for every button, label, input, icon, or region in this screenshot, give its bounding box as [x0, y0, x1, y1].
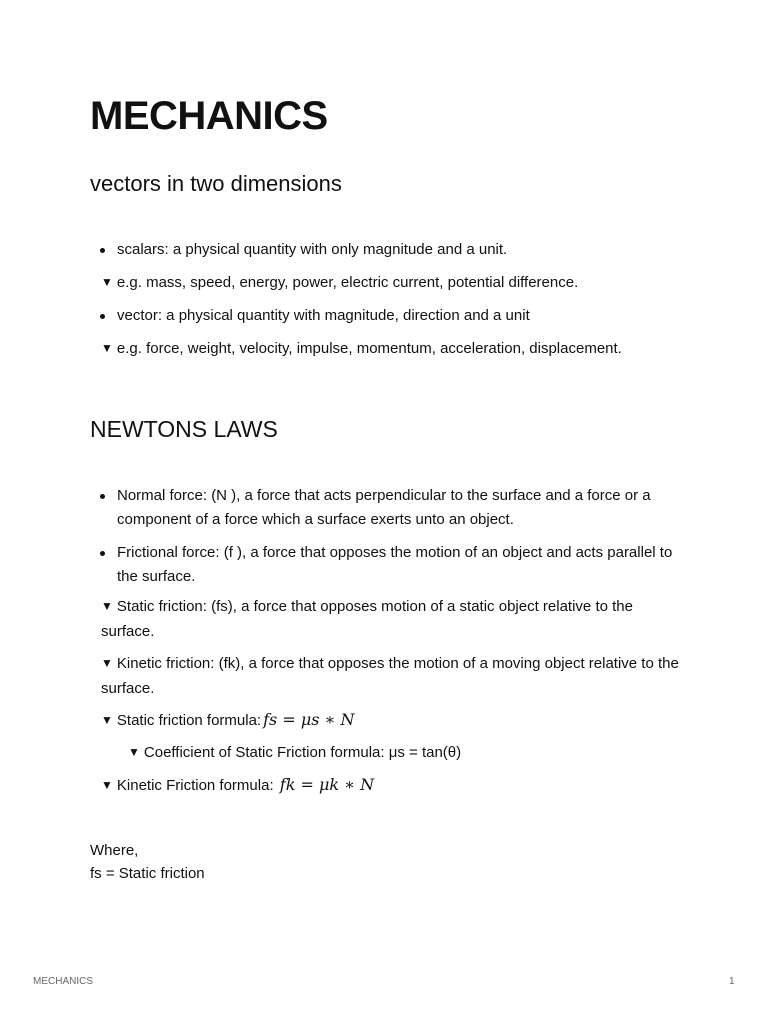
toggle-triangle-icon[interactable]: ▼ [101, 778, 113, 792]
toggle-item-kinetic-friction[interactable]: ▼ Kinetic friction: (fk), a force that opposes the motion of a moving object relative to the surface. [101, 652, 681, 700]
list-item-frictional-force: Frictional force: (f ), a force that opposes the motion of an object and acts parallel to the surface. [117, 541, 677, 588]
where-fs-definition: fs = Static friction [90, 865, 205, 882]
toggle-item-coefficient-formula[interactable]: ▼ Coefficient of Static Friction formula: μs = tan(θ) [128, 741, 678, 766]
toggle-item-static-friction[interactable]: ▼ Static friction: (fs), a force that opposes motion of a static object relative to the surface. [101, 595, 681, 643]
list-item-scalars: scalars: a physical quantity with only magnitude and a unit. [117, 238, 677, 262]
toggle-item-kinetic-formula[interactable]: ▼ Kinetic Friction formula: fk = μk ∗ N [101, 773, 681, 799]
list-item-normal-force: Normal force: (N ), a force that acts perpendicular to the surface and a force or a component of a force which a surface exerts unto an object. [117, 484, 677, 531]
toggle-triangle-icon[interactable]: ▼ [101, 656, 113, 670]
section-heading-vectors: vectors in two dimensions [90, 171, 342, 196]
kinetic-formula-math: fk = μk ∗ N [279, 775, 375, 794]
where-label: Where, [90, 842, 139, 859]
toggle-triangle-icon[interactable]: ▼ [128, 745, 140, 759]
toggle-triangle-icon[interactable]: ▼ [101, 599, 113, 613]
section-heading-newtons-laws: NEWTONS LAWS [90, 416, 278, 442]
static-formula-math: fs = μs ∗ N [263, 710, 355, 729]
toggle-triangle-icon[interactable]: ▼ [101, 275, 113, 289]
list-item-vector: vector: a physical quantity with magnitude, direction and a unit [117, 304, 677, 328]
toggle-item-vector-examples[interactable]: ▼ e.g. force, weight, velocity, impulse, momentum, acceleration, displacement. [101, 337, 681, 362]
footer-page-number: 1 [729, 976, 735, 987]
page-title: MECHANICS [90, 94, 328, 138]
toggle-item-static-formula[interactable]: ▼ Static friction formula: fs = μs ∗ N [101, 708, 681, 734]
footer-document-title: MECHANICS [33, 976, 94, 987]
toggle-item-scalar-examples[interactable]: ▼ e.g. mass, speed, energy, power, electric current, potential difference. [101, 271, 681, 296]
toggle-triangle-icon[interactable]: ▼ [101, 341, 113, 355]
toggle-triangle-icon[interactable]: ▼ [101, 713, 113, 727]
